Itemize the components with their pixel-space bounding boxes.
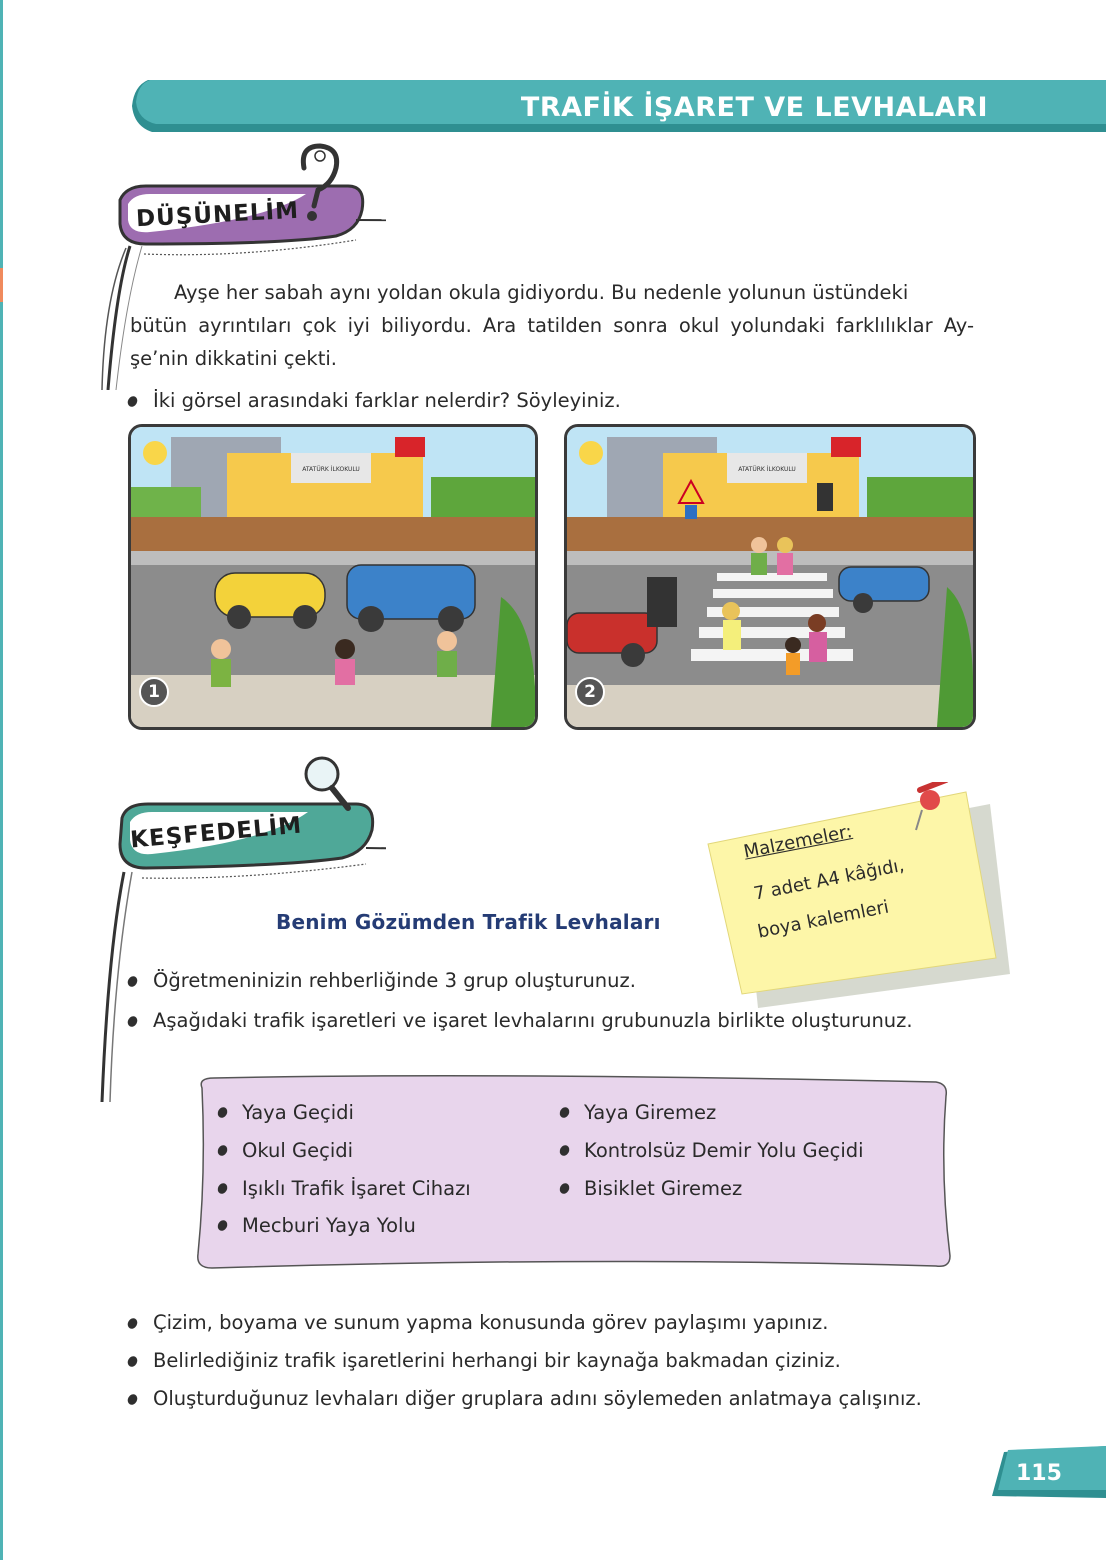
- bullet-dot: [126, 1354, 139, 1368]
- red-car: [567, 613, 657, 653]
- kesfedelim-label: KEŞFEDELİM: [129, 812, 304, 854]
- instruction-bullet-2: [128, 1008, 913, 1034]
- bullet-dot: [216, 1218, 229, 1232]
- instruction-bullet-5: [128, 1386, 922, 1412]
- street-image-2: [564, 424, 976, 730]
- bullet-dot: [216, 1105, 229, 1119]
- paragraph-line-1: Ayşe her sabah aynı yoldan okula gidiyordu. Bu nedenle yolunun üstündeki: [174, 281, 909, 304]
- flag-icon: [831, 437, 861, 457]
- sun-icon: [143, 441, 167, 465]
- sign-item-label: Mecburi Yaya Yolu: [242, 1214, 416, 1237]
- blue-car: [839, 567, 929, 601]
- left-edge-mark: [0, 268, 3, 302]
- bullet-dot: [126, 974, 139, 988]
- pedestrian-light-icon: [647, 577, 677, 627]
- sign-item-bisiklet-giremez: [560, 1177, 742, 1200]
- note-line-2: boya kalemleri: [756, 896, 891, 943]
- bullet-dot: [216, 1181, 229, 1195]
- instruction-text-3: Çizim, boyama ve sunum yapma konusunda görev paylaşımı yapınız.: [153, 1311, 829, 1334]
- bullet-dot: [126, 1014, 139, 1028]
- instruction-text-5: Oluşturduğunuz levhaları diğer gruplara adını söylemeden anlatmaya çalışınız.: [153, 1387, 922, 1410]
- bullet-dot: [558, 1143, 571, 1157]
- instruction-bullet-1: [128, 968, 636, 994]
- traffic-light-icon: [817, 483, 833, 511]
- instruction-text-1: Öğretmeninizin rehberliğinde 3 grup oluşturunuz.: [153, 969, 636, 992]
- activity-subtitle: Benim Gözümden Trafik Levhaları: [276, 910, 661, 934]
- instruction-text-4: Belirlediğiniz trafik işaretlerini herhangi bir kaynağa bakmadan çiziniz.: [153, 1349, 841, 1372]
- page-number: 115: [1016, 1461, 1062, 1486]
- street-illustration-1: [131, 427, 535, 727]
- bullet-dot: [126, 394, 139, 408]
- sign-item-label: Okul Geçidi: [242, 1139, 354, 1162]
- sun-icon: [579, 441, 603, 465]
- instruction-bullet-3: [128, 1310, 828, 1336]
- page-title: TRAFİK İŞARET VE LEVHALARI: [520, 92, 988, 123]
- sign-item-label: Kontrolsüz Demir Yolu Geçidi: [584, 1139, 864, 1162]
- flag-icon: [395, 437, 425, 457]
- bullet-dot: [126, 1392, 139, 1406]
- image-number-2: 2: [575, 677, 605, 707]
- sign-item-yaya-giremez: [560, 1101, 716, 1124]
- bullet-dot: [216, 1143, 229, 1157]
- sign-item-label: Yaya Geçidi: [242, 1101, 354, 1124]
- intro-paragraph: [130, 276, 974, 375]
- magnifier-icon: [306, 758, 338, 790]
- sign-item-okul-gecidi: [218, 1139, 353, 1162]
- sign-item-label: Işıklı Trafik İşaret Cihazı: [242, 1177, 471, 1200]
- materials-note: [706, 782, 1016, 1012]
- question-text: İki görsel arasındaki farklar nelerdir? Söyleyiniz.: [153, 389, 621, 412]
- sign-item-isikli-trafik: [218, 1177, 471, 1200]
- paragraph-line-3: şe’nin dikkatini çekti.: [130, 347, 337, 370]
- bullet-dot: [126, 1316, 139, 1330]
- sign-item-label: Yaya Giremez: [584, 1101, 717, 1124]
- sign-item-yaya-gecidi: [218, 1101, 354, 1124]
- left-edge-stripe: [0, 0, 3, 1560]
- street-image-1: [128, 424, 538, 730]
- sign-item-mecburi-yaya: [218, 1214, 416, 1237]
- crossing-guard: [723, 620, 741, 650]
- dusunelim-label: DÜŞÜNELİM: [135, 197, 300, 233]
- note-line-1: 7 adet A4 kâğıdı,: [752, 854, 906, 905]
- sign-item-demir-yolu: [560, 1139, 864, 1162]
- instruction-text-2: Aşağıdaki trafik işaretleri ve işaret levhalarını grubunuzla birlikte oluşturunuz.: [153, 1009, 913, 1032]
- sign-item-label: Bisiklet Giremez: [584, 1177, 743, 1200]
- school-sign-text: ATATÜRK İLKOKULU: [302, 466, 360, 473]
- instruction-bullet-4: [128, 1348, 841, 1374]
- note-heading: Malzemeler:: [742, 821, 854, 863]
- bullet-dot: [558, 1105, 571, 1119]
- pedestrian-crossing-sign-icon: [685, 505, 697, 519]
- school-sign-text-2: ATATÜRK İLKOKULU: [738, 466, 796, 473]
- question-bullet: [128, 388, 621, 414]
- paragraph-line-2: bütün ayrıntıları çok iyi biliyordu. Ara tatilden sonra okul yolundaki farklılıklar Ay-: [130, 314, 974, 337]
- street-illustration-2: [567, 427, 973, 727]
- image-number-1: 1: [139, 677, 169, 707]
- bullet-dot: [558, 1181, 571, 1195]
